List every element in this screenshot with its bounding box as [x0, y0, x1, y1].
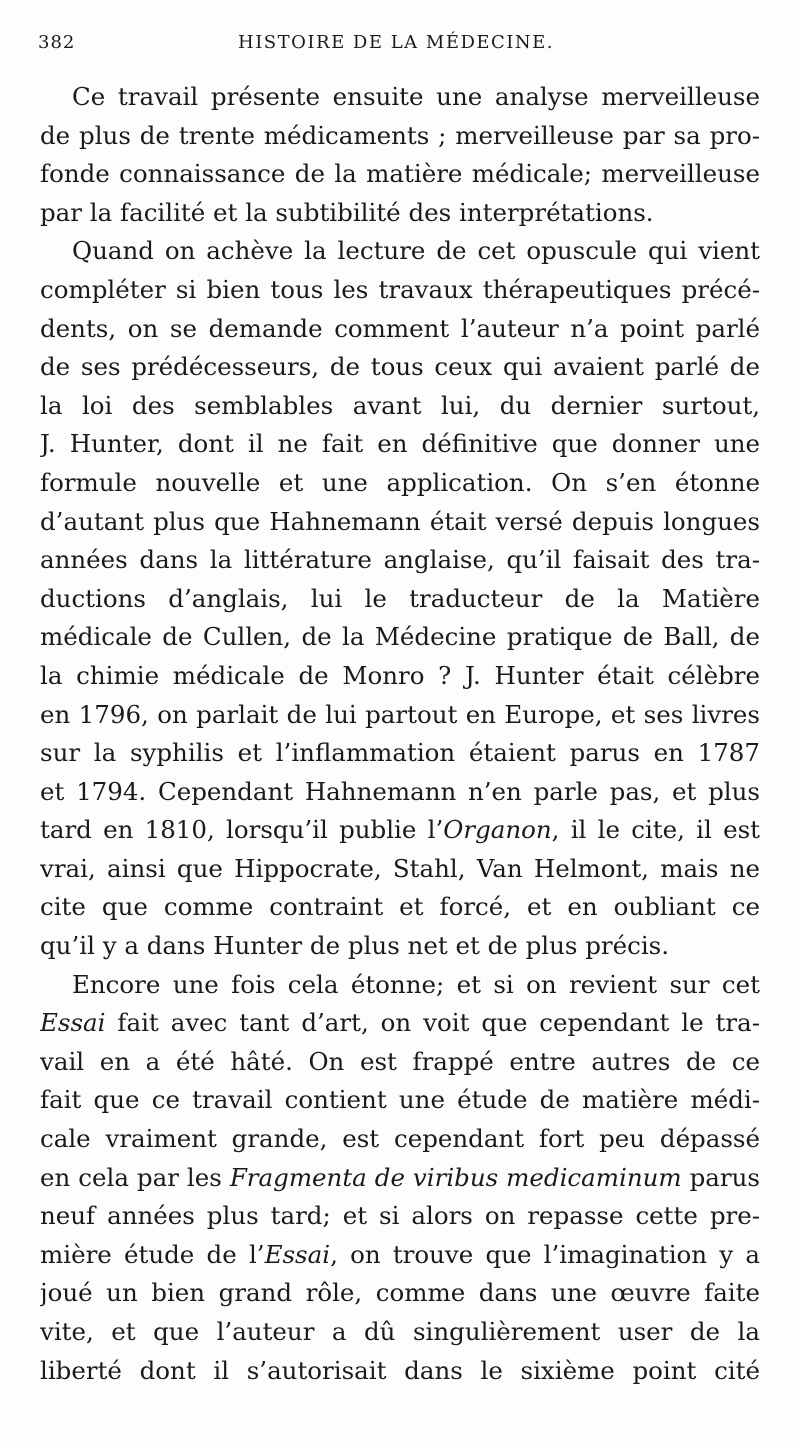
text-run: en cela par les — [40, 1162, 230, 1192]
text-line: compléter si bien tous les travaux thérapeutiques précé- — [40, 274, 760, 304]
text-line: Quand on achève la lecture de cet opuscule qui vient — [72, 236, 760, 266]
text-line: vrai, ainsi que Hippocrate, Stahl, Van Helmont, mais ne — [40, 853, 760, 883]
text-line: sur la syphilis et l’inflammation étaient parus en 1787 — [40, 738, 760, 768]
text-line: de plus de trente médicaments ; merveilleuse par sa pro- — [40, 120, 760, 150]
text-run: fait avec tant d’art, on voit que cependant le tra- — [105, 1008, 760, 1038]
text-line: Ce travail présente ensuite une analyse merveilleuse — [72, 82, 760, 111]
text-run: tard en 1810, lorsqu’il publie l’ — [40, 815, 444, 845]
text-line: cite que comme contraint et forcé, et en oubliant ce — [40, 892, 760, 922]
text-line: de ses prédécesseurs, de tous ceux qui avaient parlé de — [40, 352, 760, 382]
text-line: cale vraiment grande, est cependant fort peu dépassé — [40, 1124, 760, 1154]
text-run: , il le cite, il est — [551, 815, 760, 845]
text-line — [40, 1159, 760, 1198]
text-line: et 1794. Cependant Hahnemann n’en parle pas, et plus — [40, 776, 760, 806]
running-head — [38, 32, 768, 62]
text-run: mière étude de l’ — [40, 1239, 265, 1269]
text-run: , on trouve que l’imagination y a — [330, 1239, 760, 1269]
text-line: en 1796, on parlait de lui partout en Europe, et ses livres — [40, 699, 760, 729]
text-line: années dans la littérature anglaise, qu’il faisait des tra- — [40, 545, 760, 575]
italic-title: Fragmenta de viribus medicaminum — [229, 1162, 682, 1192]
text-line: vail en a été hâté. On est frappé entre autres de ce — [40, 1046, 760, 1076]
text-run: parus — [681, 1162, 760, 1192]
text-line: ductions d’anglais, lui le traducteur de la Matière — [40, 583, 760, 613]
text-line: vite, et que l’auteur a dû singulièrement user de la — [40, 1317, 760, 1346]
text-line: médicale de Cullen, de la Médecine pratique de Ball, de — [40, 622, 760, 652]
text-line: Encore une fois cela étonne; et si on revient sur cet — [72, 969, 760, 999]
text-line: fait que ce travail contient une étude de matière médi- — [40, 1085, 760, 1115]
italic-title: Essai — [264, 1239, 331, 1269]
text-line: fonde connaissance de la matière médicale; merveilleuse — [40, 159, 760, 189]
text-line: dents, on se demande comment l’auteur n’a point parlé — [40, 313, 760, 343]
text-line: formule nouvelle et une application. On s’en étonne — [40, 467, 760, 497]
text-line: neuf années plus tard; et si alors on repasse cette pre- — [40, 1201, 760, 1231]
text-line: la chimie médicale de Monro ? J. Hunter était célèbre — [40, 660, 760, 690]
text-line: liberté dont il s’autorisait dans le sixième point cité — [40, 1355, 760, 1385]
text-line: d’autant plus que Hahnemann était versé depuis longues — [40, 506, 760, 536]
text-line: par la facilité et la subtibilité des interprétations. — [40, 197, 654, 227]
text-line: J. Hunter, dont il ne fait en définitive que donner une — [40, 429, 760, 459]
text-line — [40, 811, 760, 850]
italic-title: Organon — [443, 815, 552, 845]
text-line: qu’il y a dans Hunter de plus net et de plus précis. — [40, 931, 670, 961]
text-line — [40, 1004, 760, 1043]
running-title: HISTOIRE DE LA MÉDECINE. — [238, 32, 555, 53]
text-line — [40, 1236, 760, 1275]
body-text — [40, 78, 760, 1390]
page-number: 382 — [38, 32, 76, 53]
italic-title: Essai — [40, 1008, 106, 1038]
text-line: joué un bien grand rôle, comme dans une œuvre faite — [40, 1278, 760, 1308]
text-line: la loi des semblables avant lui, du dernier surtout, — [40, 390, 760, 420]
